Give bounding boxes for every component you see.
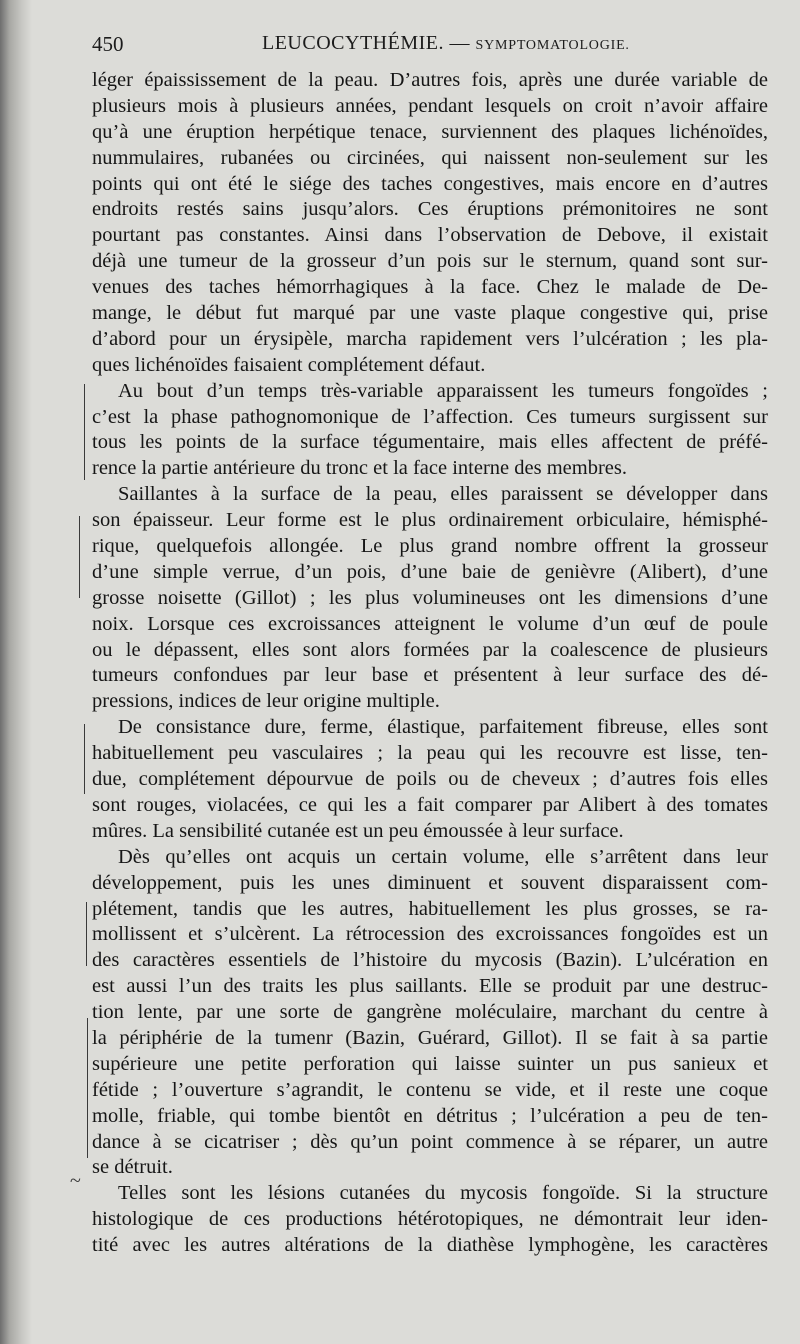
- text-line: mange, le début fut marqué par une vaste plaque congestive qui, prise: [92, 302, 768, 325]
- text-line: mûres. La sensibilité cutanée est un peu émoussée à leur surface.: [92, 819, 624, 842]
- running-header: [92, 32, 768, 62]
- text-line: léger épaississement de la peau. D’autres fois, après une durée variable de: [92, 69, 768, 91]
- text-line: ques lichénoïdes faisaient complétement défaut.: [92, 353, 486, 376]
- text-line: plusieurs mois à plusieurs années, pendant lesquels on croit n’avoir affaire: [92, 94, 768, 117]
- text-line: Au bout d’un temps très-variable apparaissent les tumeurs fongoïdes ;: [118, 379, 768, 402]
- margin-pencil-mark: [84, 724, 85, 794]
- text-line: endroits restés sains jusqu’alors. Ces éruptions prémonitoires ne sont: [92, 198, 768, 221]
- text-line: supérieure une petite perforation qui laisse suinter un pus sanieux et: [92, 1052, 768, 1075]
- text-line: est aussi l’un des traits les plus saillants. Elle se produit par une destruc-: [92, 975, 768, 998]
- text-line: tous les points de la surface tégumentaire, mais elles affectent de préfé-: [92, 431, 768, 454]
- text-line: points qui ont été le siége des taches congestives, mais encore en d’autres: [92, 172, 768, 195]
- text-line: qu’à une éruption herpétique tenace, surviennent des plaques lichénoïdes,: [92, 120, 768, 143]
- text-line: mollissent et s’ulcèrent. La rétrocession des excroissances fongoïdes est un: [92, 923, 768, 946]
- text-line: noix. Lorsque ces excroissances atteignent le volume d’un œuf de poule: [92, 612, 768, 635]
- text-line: plétement, tandis que les autres, habituellement les plus grosses, se ra-: [92, 897, 768, 920]
- text-line: développement, puis les unes diminuent et souvent disparaissent com-: [92, 871, 768, 894]
- header-separator: —: [449, 32, 470, 54]
- text-line: dance à se cicatriser ; dès qu’un point commence à se réparer, un autre: [92, 1130, 768, 1153]
- text-line: Saillantes à la surface de la peau, elles paraissent se développer dans: [118, 483, 768, 506]
- text-line: histologique de ces productions hétérotopiques, ne démontrait leur iden-: [92, 1208, 768, 1231]
- text-line: Dès qu’elles ont acquis un certain volume, elle s’arrêtent dans leur: [118, 845, 768, 868]
- margin-pencil-mark: [84, 384, 85, 480]
- text-line: sont rouges, violacées, ce qui les a fait comparer par Alibert à des tomates: [92, 793, 768, 816]
- text-line: d’une simple verrue, d’un pois, d’une baie de genièvre (Alibert), d’une: [92, 560, 768, 583]
- text-line: c’est la phase pathognomonique de l’affection. Ces tumeurs surgissent sur: [92, 405, 768, 428]
- page-binding-shadow: [0, 0, 32, 1344]
- text-line: tumeurs confondues par leur base et présentent à leur surface des dé-: [92, 664, 768, 687]
- margin-pencil-mark: [79, 516, 80, 598]
- text-line: rique, quelquefois allongée. Le plus grand nombre offrent la grosseur: [92, 535, 768, 558]
- text-line: molle, friable, qui tombe bientôt en détritus ; l’ulcération a peu de ten-: [92, 1104, 768, 1127]
- text-line: rence la partie antérieure du tronc et la face interne des membres.: [92, 457, 627, 480]
- page-number: 450: [92, 32, 124, 56]
- text-line: ou le dépassent, elles sont alors formées par la coalescence de plusieurs: [92, 638, 768, 661]
- margin-pencil-tick: ~: [70, 1170, 81, 1192]
- text-line: Telles sont les lésions cutanées du mycosis fongoïde. Si la structure: [118, 1182, 768, 1205]
- text-line: nummulaires, rubanées ou circinées, qui naissent non-seulement sur les: [92, 146, 768, 169]
- text-line: son épaisseur. Leur forme est le plus ordinairement orbiculaire, hémisphé-: [92, 509, 768, 532]
- text-line: la périphérie de la tumenr (Bazin, Guérard, Gillot). Il se fait à sa partie: [92, 1026, 768, 1049]
- body-text: [92, 68, 768, 1259]
- margin-pencil-mark: [86, 902, 87, 966]
- text-line: habituellement peu vasculaires ; la peau qui les recouvre est lisse, ten-: [92, 742, 768, 765]
- text-line: venues des taches hémorrhagiques à la face. Chez le malade de De-: [92, 276, 768, 299]
- text-line: pourtant pas constantes. Ainsi dans l’observation de Debove, il existait: [92, 224, 768, 247]
- text-line: tion lente, par une sorte de gangrène moléculaire, marchant du centre à: [92, 1001, 768, 1024]
- running-title: [262, 32, 630, 55]
- text-line: déjà une tumeur de la grosseur d’un pois sur le sternum, quand sont sur-: [92, 250, 768, 273]
- text-line: fétide ; l’ouverture s’agrandit, le contenu se vide, et il reste une coque: [92, 1078, 768, 1101]
- text-line: des caractères essentiels de l’histoire du mycosis (Bazin). L’ulcération en: [92, 949, 768, 972]
- text-line: De consistance dure, ferme, élastique, parfaitement fibreuse, elles sont: [118, 716, 768, 739]
- text-line: pressions, indices de leur origine multiple.: [92, 690, 440, 713]
- text-line: grosse noisette (Gillot) ; les plus volumineuses ont les dimensions d’une: [92, 586, 768, 609]
- header-subtitle: SYMPTOMATOLOGIE.: [475, 38, 630, 53]
- text-line: se détruit.: [92, 1156, 173, 1179]
- text-line: tité avec les autres altérations de la diathèse lymphogène, les caractères: [92, 1234, 768, 1257]
- margin-pencil-mark: [87, 1018, 88, 1158]
- text-line: due, complétement dépourvue de poils ou de cheveux ; d’autres fois elles: [92, 768, 768, 791]
- header-title: LEUCOCYTHÉMIE.: [262, 32, 444, 54]
- text-line: d’abord pour un érysipèle, marcha rapidement vers l’ulcération ; les pla-: [92, 327, 768, 350]
